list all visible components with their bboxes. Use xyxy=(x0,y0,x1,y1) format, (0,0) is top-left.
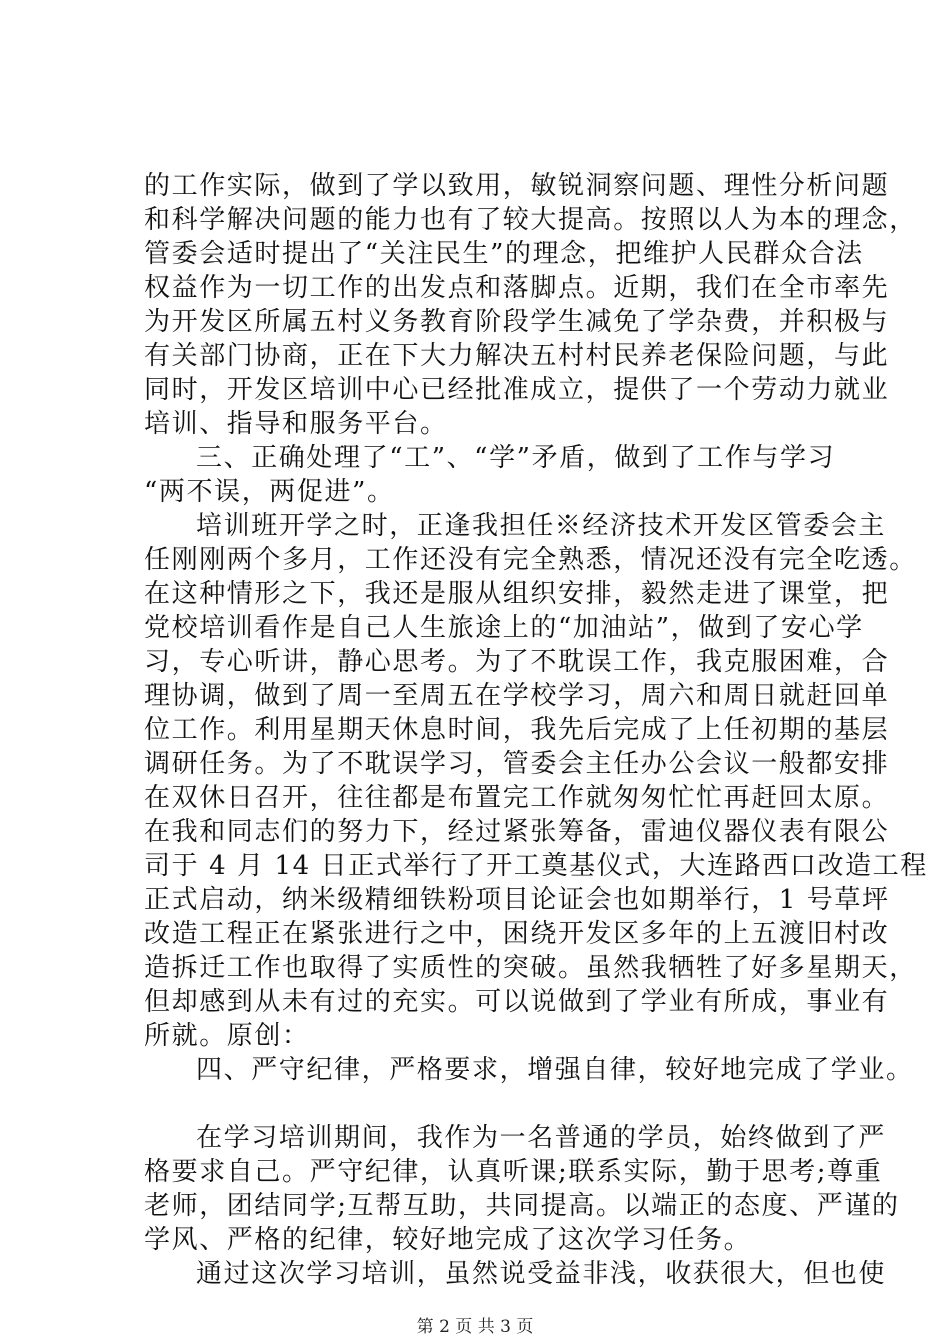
body-text-line: 造拆迁工作也取得了实质性的突破。虽然我牺牲了好多星期天， xyxy=(144,953,917,983)
body-text-line: 正式启动，纳米级精细铁粉项目论证会也如期举行，1 号草坪 xyxy=(144,885,890,915)
body-text-line: 老师，团结同学;互帮互助，共同提高。以端正的态度、严谨的 xyxy=(144,1191,900,1221)
page-number-footer: 第 2 页 共 3 页 xyxy=(416,1317,534,1337)
section-heading-3: 三、正确处理了“工”、“学”矛盾，做到了工作与学习 xyxy=(196,443,836,473)
paragraph-start: 培训班开学之时，正逢我担任※经济技术开发区管委会主 xyxy=(196,511,887,541)
body-text-line: 为开发区所属五村义务教育阶段学生减免了学杂费，并积极与 xyxy=(144,307,890,337)
paragraph-start: 通过这次学习培训，虽然说受益非浅，收获很大，但也使 xyxy=(196,1259,887,1289)
body-text-line: 调研任务。为了不耽误学习，管委会主任办公会议一般都安排 xyxy=(144,749,890,779)
body-text-line: 改造工程正在紧张进行之中，困绕开发区多年的上五渡旧村改 xyxy=(144,919,890,949)
section-heading-4: 四、严守纪律，严格要求，增强自律，较好地完成了学业。 xyxy=(196,1055,914,1085)
body-text-line: 在双休日召开，往往都是布置完工作就匆匆忙忙再赶回太原。 xyxy=(144,783,890,813)
body-text-line: 有关部门协商，正在下大力解决五村村民养老保险问题，与此 xyxy=(144,341,890,371)
body-text-line: 学风、严格的纪律，较好地完成了这次学习任务。 xyxy=(144,1225,752,1255)
body-text-line: “两不误，两促进”。 xyxy=(144,477,395,507)
body-text-line: 在我和同志们的努力下，经过紧张筹备，雷迪仪器仪表有限公 xyxy=(144,817,890,847)
body-text-line: 位工作。利用星期天休息时间，我先后完成了上任初期的基层 xyxy=(144,715,890,745)
body-text-line: 在这种情形之下，我还是服从组织安排，毅然走进了课堂，把 xyxy=(144,579,890,609)
body-text-line: 任刚刚两个多月，工作还没有完全熟悉，情况还没有完全吃透。 xyxy=(144,545,917,575)
body-text-line: 权益作为一切工作的出发点和落脚点。近期，我们在全市率先 xyxy=(144,273,890,303)
body-text-line: 党校培训看作是自己人生旅途上的“加油站”，做到了安心学 xyxy=(144,613,864,643)
body-text-line: 习，专心听讲，静心思考。为了不耽误工作，我克服困难，合 xyxy=(144,647,890,677)
body-text-line: 理协调，做到了周一至周五在学校学习，周六和周日就赶回单 xyxy=(144,681,890,711)
body-text-line: 同时，开发区培训中心已经批准成立，提供了一个劳动力就业 xyxy=(144,375,890,405)
body-text-line: 但却感到从未有过的充实。可以说做到了学业有所成，事业有 xyxy=(144,987,890,1017)
body-text-line: 司于 4 月 14 日正式举行了开工奠基仪式，大连路西口改造工程 xyxy=(144,851,928,881)
paragraph-start: 在学习培训期间，我作为一名普通的学员，始终做到了严 xyxy=(196,1123,887,1153)
body-text-line: 格要求自己。严守纪律，认真听课;联系实际，勤于思考;尊重 xyxy=(144,1157,883,1187)
body-text-line: 管委会适时提出了“关注民生”的理念，把维护人民群众合法 xyxy=(144,239,864,269)
body-text-line: 的工作实际，做到了学以致用，敏锐洞察问题、理性分析问题 xyxy=(144,171,890,201)
body-text-line: 和科学解决问题的能力也有了较大提高。按照以人为本的理念， xyxy=(144,205,917,235)
body-text-line: 培训、指导和服务平台。 xyxy=(144,409,448,439)
body-text-line: 所就。原创： xyxy=(144,1021,310,1051)
